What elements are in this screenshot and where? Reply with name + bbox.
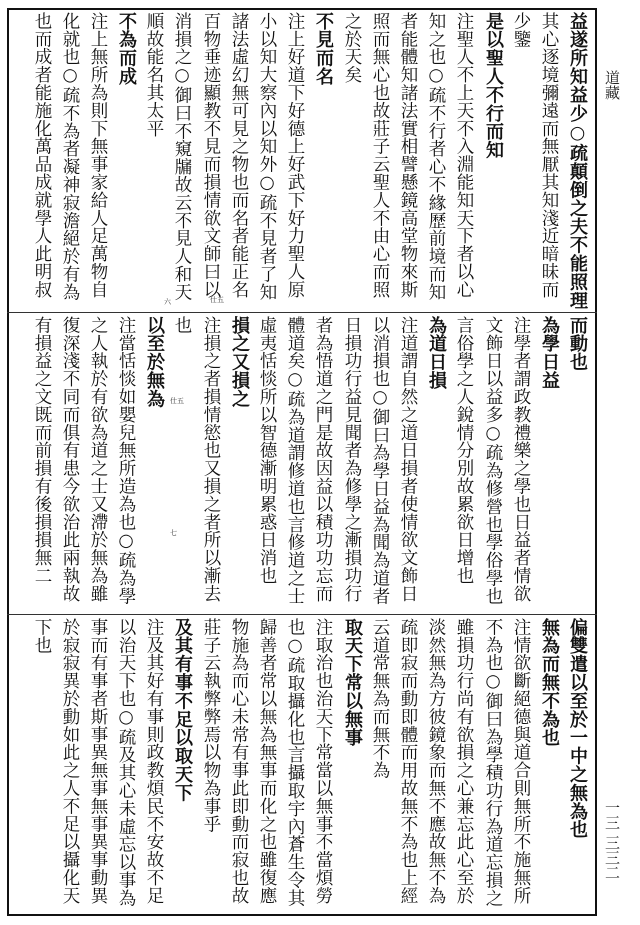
text-column: 之於天矣 [342, 12, 362, 84]
text-column: 順故能名其太平 [144, 12, 164, 138]
text-column: 消損之○御曰不窺牖故云不見人和天 [172, 12, 192, 301]
text-column: 言俗學之人銳情分別故累欲日增也 [454, 316, 474, 585]
text-column: 取天下常以無事 [342, 618, 363, 747]
text-column: 復深淺不同而俱有患今欲治此兩執故 [60, 316, 80, 603]
text-column: 諸法虛幻無可見之物也而名者能正名 [229, 12, 249, 299]
text-column: 知之也○疏不行者心不緣歷前境而知 [426, 12, 446, 301]
text-column: 疏即寂而動即體而用故無不為也上經 [398, 618, 418, 905]
text-column: 偏雙遣以至於一中之無為也 [567, 618, 588, 839]
text-column: 之人執於有欲為道之士又滯於無為雖 [88, 316, 108, 603]
text-column: 其心逐境彌遠而無厭其知淺近暗昧而 [539, 12, 559, 299]
text-column: 少鑒 [511, 12, 531, 48]
text-column: 化就也○疏不為者凝神寂澹絕於有為 [60, 12, 80, 301]
panel-middle [10, 316, 594, 612]
text-column: 云道常無為而無不為 [370, 618, 390, 780]
text-column: 者為悟道之門是故因益以積功功忘而 [313, 316, 333, 603]
text-column: 也而成者能施化萬品成就學人此明叔 [32, 12, 52, 299]
text-column: 於寂寂異於動如此之人不足以攝化天 [60, 618, 80, 905]
page-number: 一三 三三二 [603, 800, 621, 880]
panel-divider-lower [7, 614, 597, 615]
text-column: 注情欲斷絕德與道合則無所不施無所 [511, 618, 531, 905]
text-column: 為道日損 [426, 316, 447, 390]
text-column: 及其有事不足以取天下 [172, 618, 193, 802]
text-column: 日損功行益見聞者為修學之漸損功行 [342, 316, 362, 603]
text-column: 注道謂自然之道日損者使情欲文飾日 [398, 316, 418, 603]
text-column: 也 [172, 316, 192, 334]
text-column: 注上無所為則下無事家給人足萬物自 [88, 12, 108, 299]
margin-title: 道藏 [603, 70, 621, 100]
text-column: 下也 [32, 618, 52, 654]
text-column: 注聖人不上天不入淵能知天下者以心 [454, 12, 474, 299]
folio-mark: 七 [170, 529, 177, 537]
text-column: 體道矣○疏為道謂修道也言修道之士 [285, 316, 305, 605]
text-column: 注及其好有事則政教煩民不安故不足 [144, 618, 164, 905]
text-column: 有損益之文既而前損有後損損無二 [32, 316, 52, 585]
folio-mark: 六 [164, 298, 171, 306]
text-column: 注損之者損情慾也又損之者所以漸去 [201, 316, 221, 603]
text-column: 照而無心也故莊子云聖人不由心而照 [370, 12, 390, 299]
text-column: 而動也 [567, 316, 588, 372]
text-column: 雖損功行尚有欲損之心兼忘此心至於 [454, 618, 474, 905]
folio-mark: 仕五 [210, 296, 224, 304]
text-column: 以治天下也○疏及其心未虛忘以事為 [116, 618, 136, 907]
text-column: 為學日益 [539, 316, 560, 390]
text-column: 不見而名 [313, 12, 334, 86]
text-column: 不為而成 [116, 12, 137, 86]
text-column: 注上好道下好德上好武下好力聖人原 [285, 12, 305, 299]
text-column: 以消損也○御曰為學日益為聞為道者 [370, 316, 390, 605]
text-column: 注取治也治天下常當以無事不當煩勞 [313, 618, 333, 905]
panel-divider-upper [7, 312, 597, 313]
text-column: 淡然無為方彼鏡象而無不應故無不為 [426, 618, 446, 905]
text-column: 物施為而心未常有事此即動而寂也故 [229, 618, 249, 905]
text-column: 是以聖人不行而知 [483, 12, 504, 160]
text-column: 無為而無不為也 [539, 618, 560, 747]
folio-mark: 仕五 [170, 397, 184, 405]
text-column: 者能體知諸法實相譬懸鏡高堂物來斯 [398, 12, 418, 299]
text-column: 注學者謂政教禮樂之學也日益者情欲 [511, 316, 531, 603]
text-column: 事而有事者斯事異無事無事異事動異 [88, 618, 108, 905]
text-column: 損之又損之 [229, 316, 250, 408]
text-column: 也○疏取攝化也言攝取宇內蒼生令其 [285, 618, 305, 907]
text-column: 歸善者常以無為無事而化之也雖復應 [257, 618, 277, 905]
text-column: 虛夷恬惔所以智德漸明累惑日消也 [257, 316, 277, 585]
panel-top [10, 12, 594, 310]
text-column: 不為也○御曰為學積功行為道忘損之 [483, 618, 503, 907]
text-column: 文飾日以益多○疏為修營也學俗學也 [483, 316, 503, 605]
text-column: 以至於無為 [144, 316, 165, 408]
text-column: 百物垂迹顯教不見而損情欲文師曰以 [201, 12, 221, 299]
panel-bottom [10, 618, 594, 914]
text-column: 莊子云執弊弊焉以物為事乎 [201, 618, 221, 833]
text-column: 小以知大察內以知外○疏不見者了知 [257, 12, 277, 301]
text-column: 注當恬惔如嬰兒無所造為也○疏為學 [116, 316, 136, 605]
text-column: 益遂所知益少○疏顛倒之夫不能照理 [567, 12, 588, 310]
